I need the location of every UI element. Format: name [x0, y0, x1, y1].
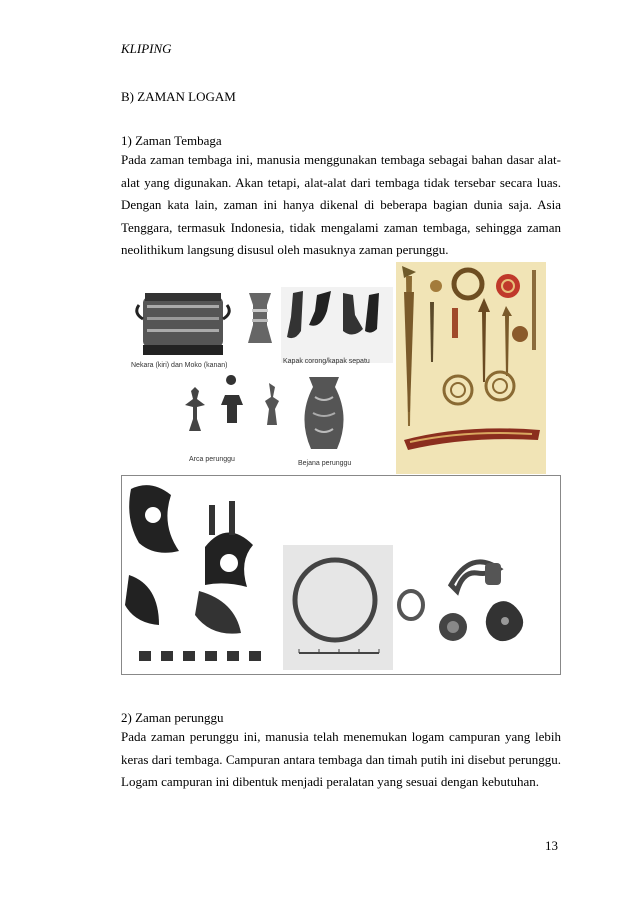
caption-kapak: Kapak corong/kapak sepatu — [283, 358, 370, 365]
subsection-heading-bronze: 2) Zaman perunggu — [121, 710, 224, 725]
bronze-artifacts-collage-top-left — [121, 265, 396, 473]
subsection-heading-copper: 1) Zaman Tembaga — [121, 133, 222, 148]
section-title: B) ZAMAN LOGAM — [121, 89, 236, 104]
nekara-drum-image — [137, 293, 230, 355]
caption-arca: Arca perunggu — [189, 456, 235, 463]
caption-bejana: Bejana perunggu — [298, 460, 352, 467]
paragraph-bronze: Pada zaman perunggu ini, manusia telah menemukan logam campuran yang lebih keras dari tembaga. Campuran antara tembaga dan timah putih ini disebut perunggu. Logam campuran ini dibentuk menjadi peralatan yang sesuai dengan kebutuhan. — [121, 729, 561, 790]
bronze-tools-color-image — [396, 262, 546, 474]
kapak-corong-image — [281, 287, 393, 363]
page-header: KLIPING — [121, 41, 172, 56]
caption-nekara: Nekara (kiri) dan Moko (kanan) — [131, 362, 228, 369]
page-number: 13 — [545, 838, 558, 853]
paragraph-copper: Pada zaman tembaga ini, manusia menggunakan tembaga sebagai bahan dasar alat-alat yang digunakan. Akan tetapi, alat-alat dari tembaga tidak tersebar secara luas. Dengan kata lain, zaman ini hanya dikenal di beberapa bagian dunia saja. Asia Tenggara, termasuk Indonesia, tidak mengalami zaman tembaga, sehingga zaman neolithikum langsung disusul oleh masuknya zaman perunggu. — [121, 152, 561, 258]
bronze-artifacts-collage-bottom — [121, 475, 561, 675]
